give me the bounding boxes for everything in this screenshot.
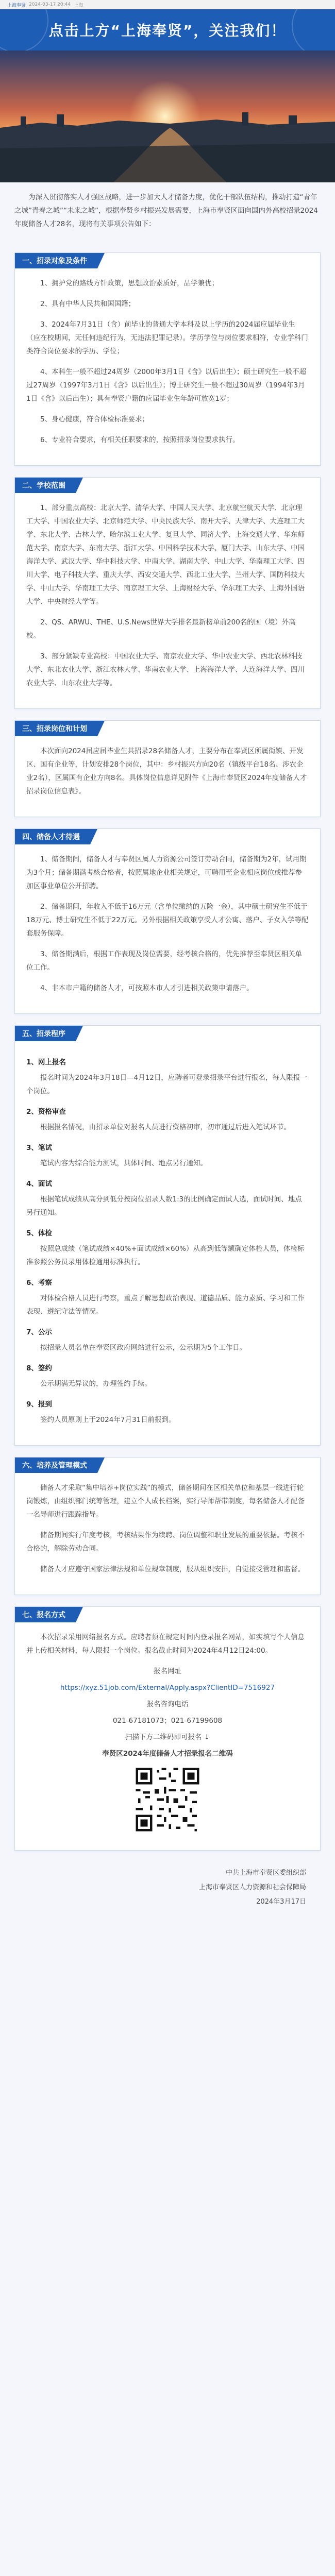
sunset-cityscape-image	[0, 50, 335, 182]
step-heading: 7、公示	[26, 1328, 52, 1336]
section-benefits	[14, 828, 321, 1014]
step-text: 根据笔试成绩从高分到低分按岗位招录人数1:3的比例确定面试人选，面试时间、地点另行通知。	[26, 1195, 302, 1217]
step-text: 根据报名情况，由招录单位对报名人员进行资格初审，初审通过后进入笔试环节。	[40, 1123, 291, 1131]
section-title: 二、学校范围	[15, 478, 76, 493]
paragraph: 2、具有中华人民共和国国籍；	[40, 300, 136, 308]
registration-url-label: 报名网址	[154, 1667, 181, 1675]
step-heading: 9、报到	[26, 1400, 52, 1409]
section-title: 四、储备人才待遇	[15, 829, 90, 844]
section-title: 一、招录对象及条件	[15, 253, 97, 268]
section-title: 五、招录程序	[15, 1026, 76, 1041]
step-heading: 1、网上报名	[26, 1058, 66, 1066]
qr-caption: 奉贤区2024年度储备人才招录报名二维码	[102, 1750, 233, 1758]
step-heading: 8、签约	[26, 1364, 52, 1372]
qr-code-icon[interactable]	[133, 1766, 202, 1834]
section-title: 七、报名方式	[15, 1607, 76, 1622]
banner-title: 点击上方“上海奉贤”，关注我们！	[48, 22, 287, 39]
paragraph: 1、拥护党的路线方针政策，思想政治素质好，品学兼优；	[40, 279, 219, 287]
step-text: 签约人员原则上于2024年7月31日前报到。	[40, 1416, 176, 1424]
hotline-numbers: 021-67181073；021-67199608	[112, 1717, 223, 1725]
paragraph: 本次面向2024届应届毕业生共招录28名储备人才，主要分布在奉贤区所属街镇、开发区、国有企业等，计划安排28个岗位，其中：乡村振兴方向20名（镇级平台18名、涉农企业2名），区属国有企业方向8名。具体岗位信息详见附件《上海市奉贤区2024年度储备人才招录岗位信息表》。	[26, 747, 307, 795]
paragraph: 2、QS、ARWU、THE、U.S.News世界大学排名最新榜单前200名的国（境）外高校。	[26, 618, 296, 640]
step-heading: 2、资格审查	[26, 1108, 66, 1116]
section-procedure	[14, 1025, 321, 1446]
issuer-2: 上海市奉贤区人力资源和社会保障局	[198, 1884, 306, 1891]
issue-date: 2024年3月17日	[256, 1898, 306, 1906]
paragraph: 3、部分紧缺专业高校：中国农业大学、南京农业大学、华中农业大学、西北农林科技大学、东北农业大学、浙江农林大学、华南农业大学、上海海洋大学、大连海洋大学、四川农业大学、山东农业大学等。	[26, 652, 305, 687]
paragraph: 储备人才采取“集中培养+岗位实践”的模式，储备期间在区相关单位和基层一线进行轮岗锻炼，由组织部门统筹管理，建立个人成长档案，实行导师帮带制度，每名储备人才配备一名导师进行跟踪指导。	[26, 1484, 305, 1519]
paragraph: 6、专业符合要求，有相关任职要求的，按照招录岗位要求执行。	[40, 436, 240, 444]
section-title: 三、招录岗位和计划	[15, 721, 97, 736]
intro-paragraph: 为深入贯彻落实人才强区战略，进一步加大人才储备力度，优化干部队伍结构，推动打造“青年之城”青春之城”“未来之城”，根据奉贤乡村振兴发展需要，上海市奉贤区面向国内外高校招录2024年度储备人才28名，现将有关事项公告如下：	[14, 193, 318, 228]
paragraph: 5、身心健康，符合体检标准要求；	[40, 415, 149, 423]
paragraph: 3、储备期满后，根据工作表现及岗位需要，经考核合格的，优先推荐至奉贤区相关单位工作。	[26, 950, 303, 972]
issuer-1: 中共上海市奉贤区委组织部	[225, 1869, 306, 1877]
paragraph: 2、储备期间，年收入不低于16万元（含单位缴纳的五险一金），其中硕士研究生不低于18万元、博士研究生不低于22万元。另外根据相关政策享受人才公寓、落户、子女入学等配套服务保障。	[26, 903, 309, 938]
paragraph: 3、2024年7月31日（含）前毕业的普通大学本科及以上学历的2024届应届毕业生（应在校期间，无任何违纪行为，无违法犯罪记录）。学历学位与岗位要求相符，专业学科门类符合岗位要求的学历、学位；	[26, 320, 308, 355]
section-registration	[14, 1606, 321, 1851]
paragraph: 储备人才应遵守国家法律法规和单位规章制度，服从组织安排，自觉接受管理和监督。	[40, 1565, 305, 1573]
paragraph: 储备期间实行年度考核，考核结果作为续聘、岗位调整和职业发展的重要依据。考核不合格的，解除劳动合同。	[26, 1531, 305, 1553]
section-schools	[14, 477, 321, 709]
section-eligibility	[14, 252, 321, 466]
banner-decoration	[0, 9, 48, 50]
step-text: 拟招录人员名单在奉贤区政府网站进行公示，公示期为5个工作日。	[40, 1344, 247, 1352]
step-heading: 6、考察	[26, 1279, 52, 1287]
step-text: 公示期满无异议的，办理签约手续。	[40, 1380, 152, 1388]
qr-instruction: 扫描下方二维码即可报名 ↓	[125, 1733, 210, 1741]
top-status-bar	[0, 0, 335, 9]
account-name[interactable]: 上海奉贤	[7, 3, 26, 8]
paragraph: 1、部分重点高校：北京大学、清华大学、中国人民大学、北京航空航天大学、北京理工大学、中国农业大学、北京师范大学、中央民族大学、南开大学、天津大学、大连理工大学、东北大学、吉林大学、哈尔滨工业大学、复旦大学、同济大学、上海交通大学、华东师范大学、南京大学、东南大学、浙江大学、中国科学技术大学、厦门大学、山东大学、中国海洋大学、武汉大学、华中科技大学、中南大学、湖南大学、中山大学、华南理工大学、四川大学、电子科技大学、重庆大学、西安交通大学、西北工业大学、兰州大学、国防科技大学、中山大学、华南理工大学、南京理工大学、上海财经大学、华东理工大学、上海外国语大学、中央财经大学等。	[26, 504, 305, 606]
banner-decoration	[292, 9, 335, 50]
publish-location: 上海	[74, 3, 83, 8]
section-title: 六、培养及管理模式	[15, 1458, 97, 1473]
step-text: 笔试内容为综合能力测试，具体时间、地点另行通知。	[40, 1159, 207, 1167]
step-text: 按照总成绩（笔试成绩×40%+面试成绩×60%）从高到低等额确定体检人员，体检标准参照公务员录用体检通用标准执行。	[26, 1245, 305, 1266]
step-heading: 4、面试	[26, 1180, 52, 1188]
step-text: 对体检合格人员进行考察，重点了解思想政治表现、道德品质、能力素质、学习和工作表现、遵纪守法等情况。	[26, 1294, 305, 1316]
section-positions	[14, 720, 321, 817]
registration-url-link[interactable]: https://xyz.51job.com/External/Apply.aspx?ClientID=7516927	[60, 1684, 275, 1692]
publish-date: 2024-03-17 20:44	[29, 2, 71, 7]
paragraph: 4、非本市户籍的储备人才，可按照本市人才引进相关政策申请落户。	[40, 984, 254, 992]
step-heading: 5、体检	[26, 1229, 52, 1238]
follow-banner	[0, 9, 335, 50]
step-heading: 3、笔试	[26, 1144, 52, 1152]
paragraph: 1、储备期间，储备人才与奉贤区属人力资源公司签订劳动合同，储备期为2年，试用期为3个月；储备期满考核合格者，按照属地企业相关规定，可聘用至企业相应岗位或推荐参加区事业单位公开招聘。	[26, 855, 307, 890]
signoff-block	[14, 1851, 321, 1909]
hero-image	[0, 50, 335, 182]
step-text: 报名时间为2024年3月18日—4月12日，应聘者可登录招录平台进行报名，每人限报一个岗位。	[26, 1074, 307, 1095]
paragraph: 4、本科生一般不超过24周岁（2000年3月1日《含》以后出生）；硕士研究生一般不超过27周岁（1997年3月1日《含》以后出生）；博士研究生一般不超过30周岁（1994年3月1日《含》以后出生）；具有奉贤户籍的应届毕业生年龄可放宽1岁；	[26, 368, 307, 403]
section-training	[14, 1457, 321, 1595]
paragraph: 本次招录采用网络报名方式。应聘者须在规定时间内登录报名网站，如实填写个人信息并上传相关材料，每人限报一个岗位。报名截止时间为2024年4月12日24:00。	[26, 1633, 305, 1655]
qr-code-container	[26, 1766, 309, 1834]
hotline-label: 报名咨询电话	[146, 1700, 189, 1708]
